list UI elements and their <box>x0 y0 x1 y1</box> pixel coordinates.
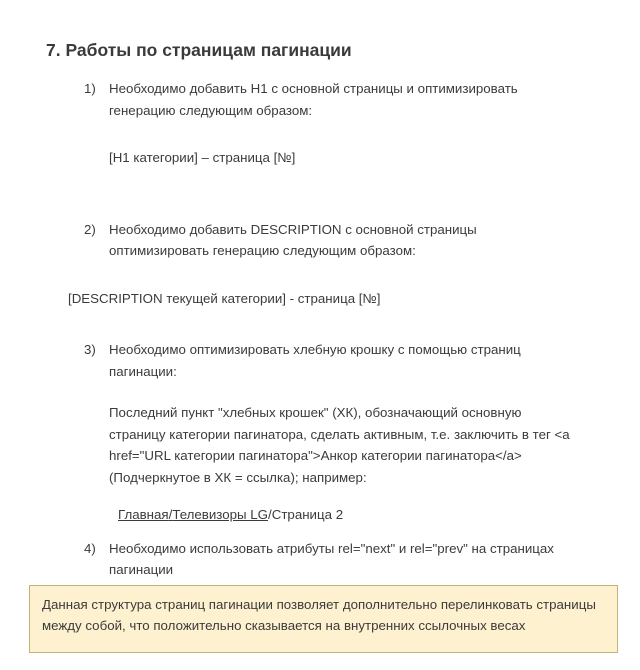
h1-template-sample: [H1 категории] – страница [№] <box>109 150 296 165</box>
spacer <box>0 382 640 402</box>
breadcrumb-link-home[interactable]: Главная <box>118 507 169 522</box>
breadcrumb-example <box>118 504 640 526</box>
spacer <box>0 121 640 147</box>
list-item-marker: 4) <box>84 540 96 556</box>
list-item <box>0 219 640 262</box>
description-template-sample: [DESCRIPTION текущей категории] - страница [№] <box>68 290 381 306</box>
breadcrumb-separator-2: / <box>268 507 272 522</box>
list-item-marker: 1) <box>84 81 96 96</box>
callout-text: Данная структура страниц пагинации позволяет дополнительно перелинковать страницы между собой, что положительно сказывается на внутренних ссылочных весах <box>42 597 596 633</box>
list-item-text: Необходимо оптимизировать хлебную крошку с помощью страниц пагинации: <box>109 342 521 379</box>
breadcrumb-link-category[interactable]: Телевизоры LG <box>172 507 269 522</box>
list-item-marker: 3) <box>84 342 96 357</box>
spacer <box>0 526 640 538</box>
list-item-text: Необходимо использовать атрибуты rel="next" и rel="prev" на страницах пагинации <box>109 540 554 577</box>
breadcrumb-instruction: Последний пункт "хлебных крошек" (ХК), обозначающий основную страницу категории пагинатора, сделать активным, т.е. заключить в тег <a href="URL категории пагинатора">Анкор категории пагинатора</a> (Подчеркнутое в ХК = ссылка); например: <box>109 405 570 485</box>
callout-box <box>29 585 618 653</box>
list-item-marker: 2) <box>84 221 96 237</box>
spacer <box>0 199 640 219</box>
spacer <box>0 262 640 288</box>
list-item <box>0 339 640 382</box>
page-title: 7. Работы по страницам пагинации <box>46 39 352 60</box>
spacer <box>0 169 640 199</box>
breadcrumb-separator-1: / <box>168 507 173 522</box>
list-item-text: Необходимо добавить H1 с основной страницы и оптимизировать генерацию следующим образом: <box>109 81 518 118</box>
list-item <box>0 78 640 121</box>
list-item-text: Необходимо добавить DESCRIPTION с основной страницы оптимизировать генерацию следующим образом: <box>109 221 477 258</box>
spacer <box>0 309 640 339</box>
task-list <box>0 78 640 602</box>
spacer <box>0 488 640 504</box>
breadcrumb-current-page: Страница 2 <box>271 507 344 522</box>
list-item <box>0 538 640 581</box>
